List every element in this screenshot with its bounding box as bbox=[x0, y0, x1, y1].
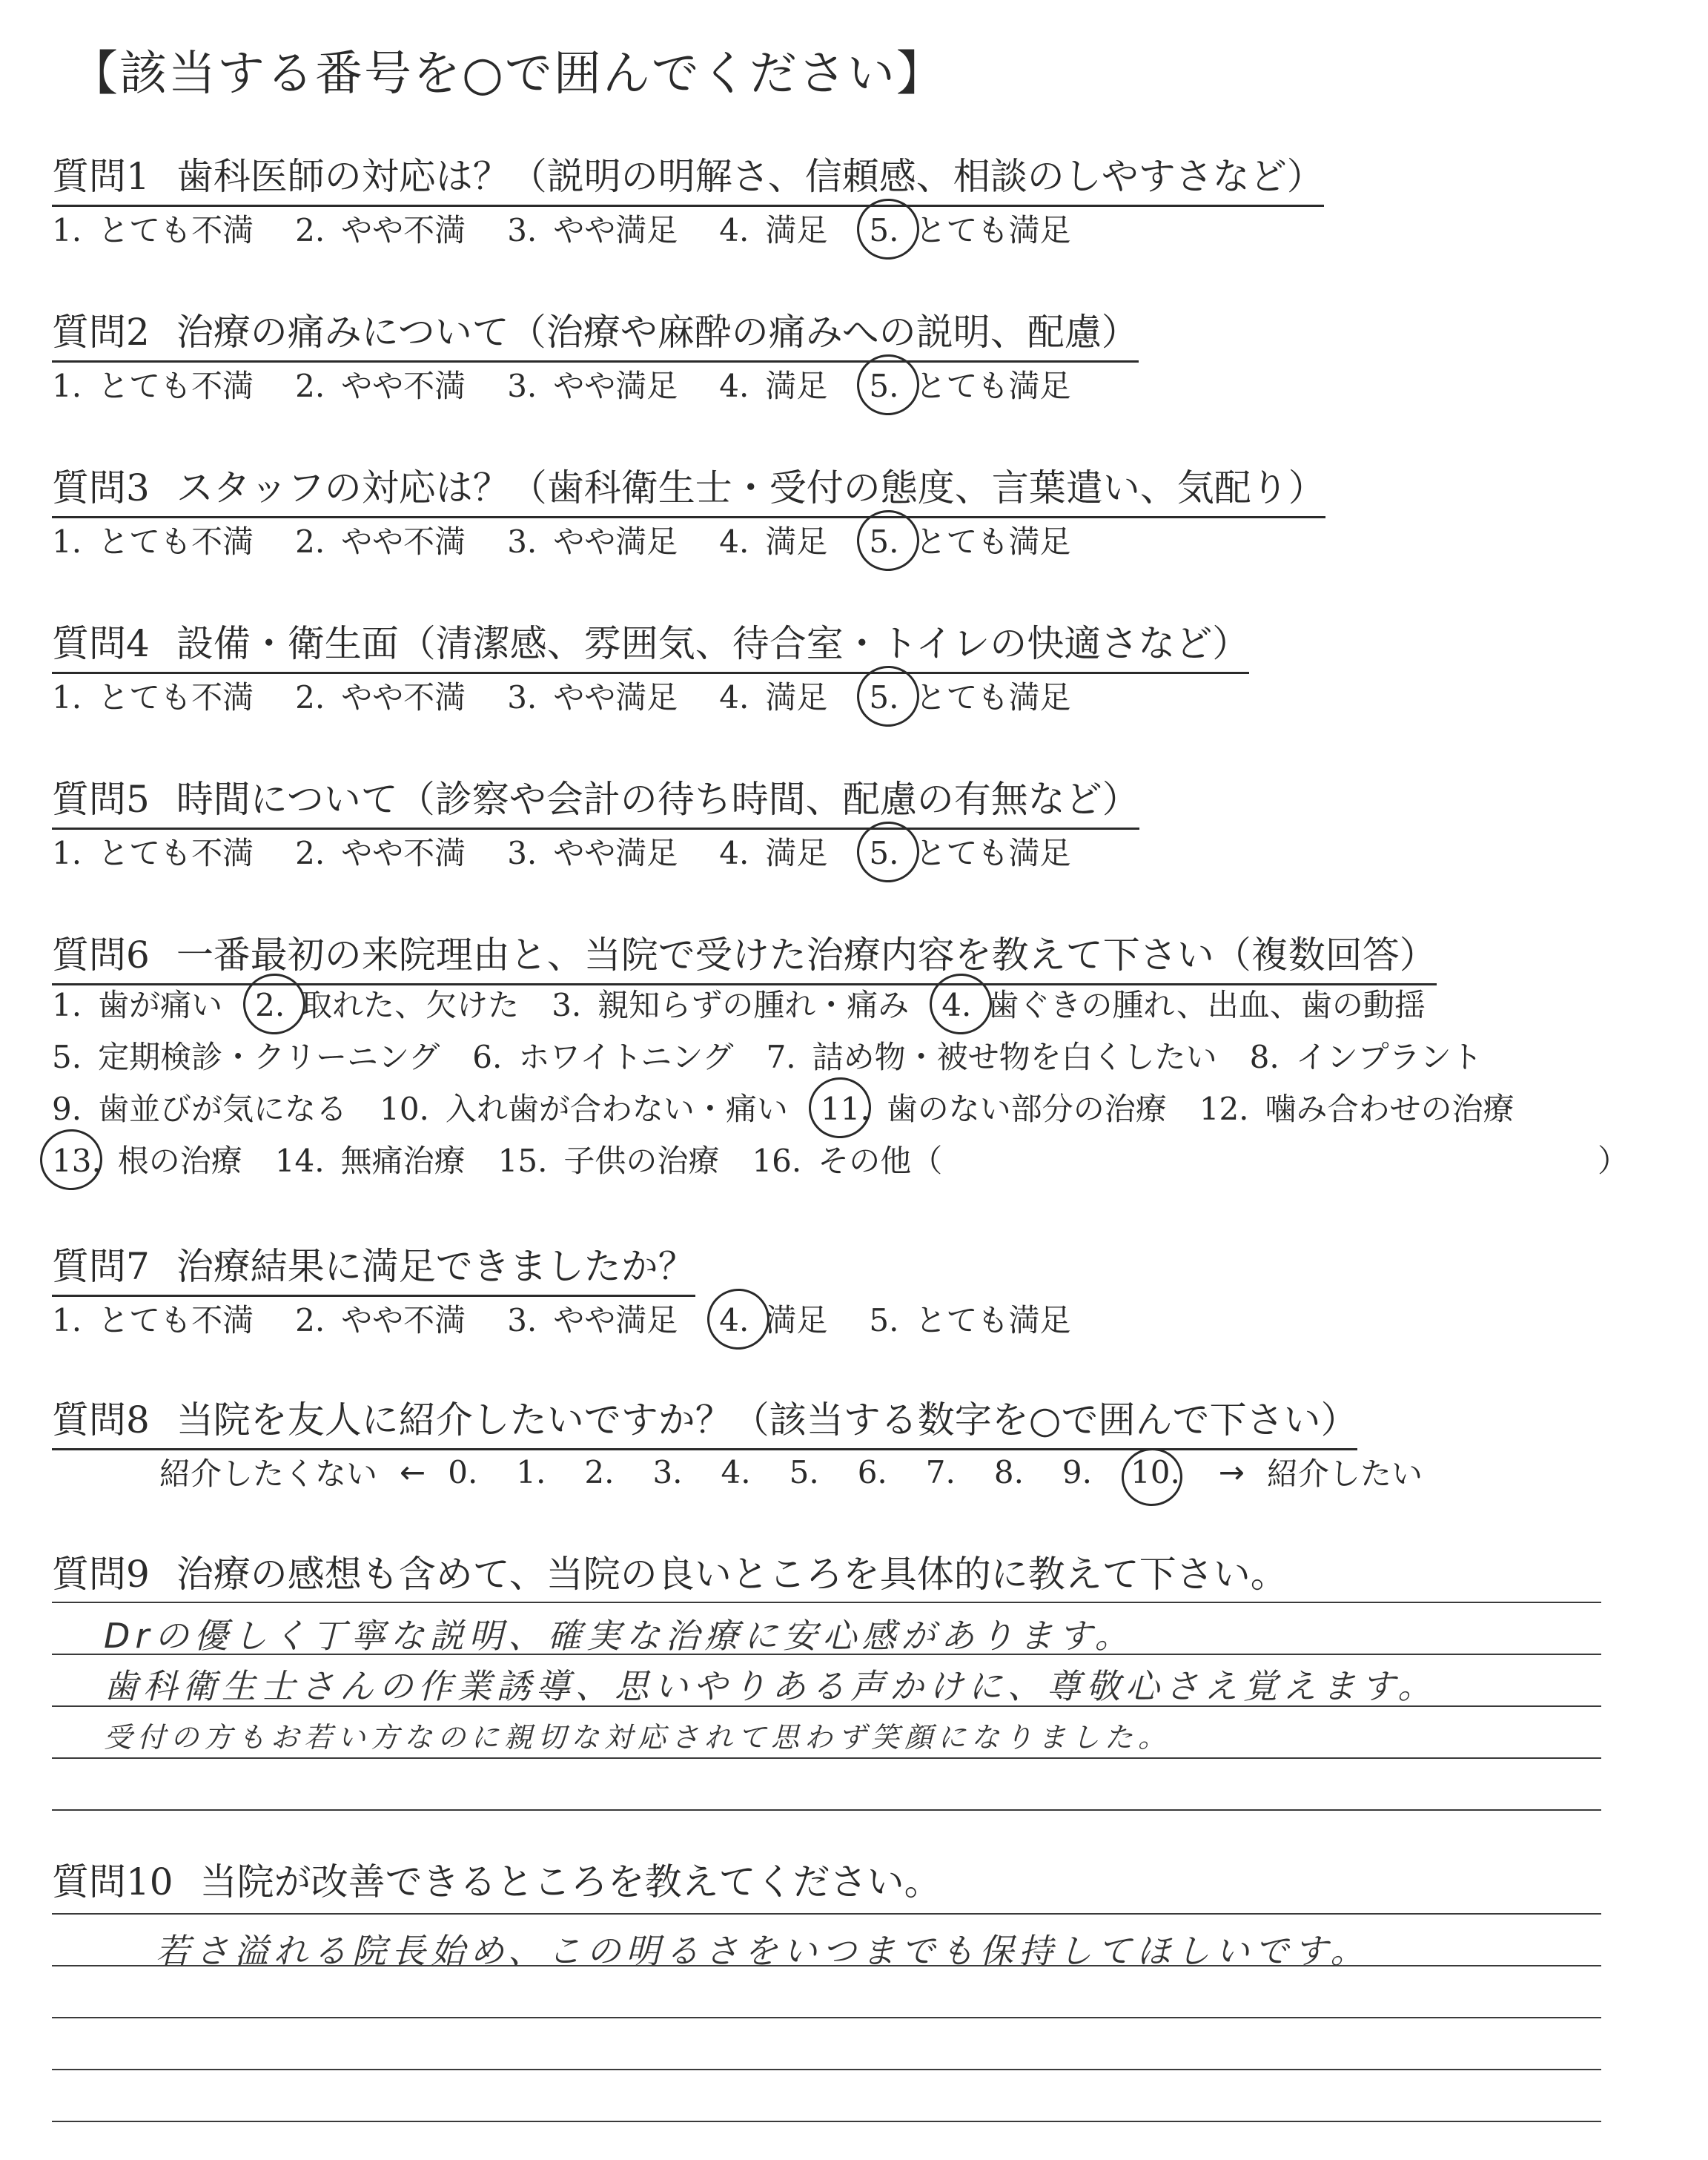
option-1[interactable] bbox=[52, 673, 254, 718]
option-2[interactable] bbox=[295, 1296, 466, 1341]
option-label: やや満足 bbox=[553, 368, 678, 404]
option-number: 2. bbox=[295, 368, 325, 404]
option-5[interactable] bbox=[869, 518, 1070, 562]
option-1[interactable] bbox=[52, 829, 254, 873]
question-text: 治療の感想も含めて、当院の良いところを具体的に教えて下さい。 bbox=[176, 1553, 1288, 1596]
option-number: 5. bbox=[869, 679, 899, 716]
question-label: 質問1 bbox=[52, 155, 150, 198]
option-number: 1. bbox=[52, 987, 82, 1023]
option-number: 3. bbox=[507, 524, 537, 560]
option-number: 6. bbox=[472, 1039, 503, 1075]
question-title bbox=[52, 303, 1139, 363]
question-text: 時間について（診察や会計の待ち時間、配慮の有無など） bbox=[176, 778, 1139, 821]
option-label: とても満足 bbox=[915, 368, 1071, 404]
option-label: 根の治療 bbox=[117, 1143, 242, 1179]
scale-option[interactable]: 0. bbox=[448, 1453, 478, 1490]
option-number: 13. bbox=[52, 1143, 102, 1179]
option-number: 5. bbox=[869, 524, 899, 560]
scale-option[interactable]: 5. bbox=[789, 1453, 819, 1490]
option-number: 4. bbox=[719, 1302, 749, 1338]
option-label: 満足 bbox=[765, 679, 828, 716]
answer-options bbox=[52, 518, 1112, 562]
question-text: 治療の痛みについて（治療や麻酔の痛みへの説明、配慮） bbox=[176, 311, 1139, 354]
recommend-scale bbox=[159, 1450, 1445, 1494]
option-label: とても不満 bbox=[98, 524, 254, 560]
question-title bbox=[52, 1237, 695, 1297]
option-4[interactable] bbox=[719, 206, 827, 251]
option-label: とても不満 bbox=[98, 368, 254, 404]
treatment-option[interactable] bbox=[552, 981, 909, 1025]
question-label: 質問6 bbox=[52, 934, 150, 977]
treatment-option[interactable] bbox=[275, 1137, 466, 1181]
question-label: 質問9 bbox=[52, 1553, 150, 1596]
option-label: 親知らずの腫れ・痛み bbox=[598, 987, 910, 1023]
option-number: 3. bbox=[507, 679, 537, 716]
option-label: 定期検診・クリーニング bbox=[98, 1039, 440, 1075]
question-text: 歯科医師の対応は？（説明の明解さ、信頼感、相談のしやすさなど） bbox=[176, 155, 1324, 198]
option-number: 2. bbox=[295, 679, 325, 716]
option-label: ホワイトニング bbox=[518, 1039, 734, 1075]
option-4[interactable] bbox=[719, 1296, 827, 1341]
option-label: 入れ歯が合わない・痛い bbox=[445, 1091, 788, 1127]
option-row bbox=[52, 1033, 1515, 1077]
option-4[interactable] bbox=[719, 829, 827, 873]
option-label: やや満足 bbox=[553, 1302, 678, 1338]
option-number: 4. bbox=[719, 212, 749, 248]
treatment-option[interactable] bbox=[767, 1033, 1217, 1077]
option-label: やや満足 bbox=[553, 679, 678, 716]
option-1[interactable] bbox=[52, 206, 254, 251]
question-text: 当院が改善できるところを教えてください。 bbox=[199, 1860, 941, 1903]
option-number: 5. bbox=[52, 1039, 82, 1075]
option-label: とても不満 bbox=[98, 1302, 254, 1338]
option-label: インプラント bbox=[1295, 1039, 1483, 1075]
option-label: 子供の治療 bbox=[563, 1143, 720, 1179]
option-2[interactable] bbox=[295, 206, 466, 251]
option-label: とても満足 bbox=[915, 524, 1071, 560]
treatment-option[interactable] bbox=[52, 1033, 440, 1077]
option-label: とても満足 bbox=[915, 835, 1071, 871]
option-number: 2. bbox=[255, 987, 285, 1023]
option-number: 4. bbox=[941, 987, 972, 1023]
answer-line bbox=[52, 2069, 1601, 2070]
option-3[interactable] bbox=[507, 829, 678, 873]
option-label: 歯が痛い bbox=[98, 987, 223, 1023]
treatment-option[interactable] bbox=[1199, 1085, 1515, 1129]
option-number: 2. bbox=[295, 1302, 325, 1338]
option-number: 12. bbox=[1199, 1091, 1249, 1127]
treatment-option[interactable] bbox=[1250, 1033, 1483, 1077]
answer-options bbox=[52, 829, 1112, 873]
answer-line bbox=[52, 2017, 1601, 2018]
option-label: 満足 bbox=[765, 1302, 828, 1338]
treatment-option[interactable] bbox=[255, 981, 519, 1025]
treatment-option[interactable] bbox=[752, 1137, 942, 1181]
option-5[interactable] bbox=[869, 673, 1070, 718]
treatment-option[interactable] bbox=[498, 1137, 720, 1181]
option-label: やや不満 bbox=[341, 1302, 466, 1338]
option-label: とても不満 bbox=[98, 212, 254, 248]
option-number: 5. bbox=[869, 1302, 899, 1338]
option-number: 5. bbox=[869, 835, 899, 871]
scale-option[interactable]: 1. bbox=[516, 1453, 546, 1490]
scale-option[interactable]: 4. bbox=[721, 1453, 751, 1490]
answer-line bbox=[52, 1757, 1601, 1759]
option-label: 満足 bbox=[765, 524, 828, 560]
option-1[interactable] bbox=[52, 362, 254, 406]
answer-line bbox=[52, 2121, 1601, 2122]
treatment-option[interactable] bbox=[380, 1085, 788, 1129]
question-label: 質問2 bbox=[52, 311, 150, 354]
right-arrow-icon: → bbox=[1218, 1453, 1245, 1490]
option-2[interactable] bbox=[295, 673, 466, 718]
option-label: 詰め物・被せ物を白くしたい bbox=[812, 1039, 1217, 1075]
option-4[interactable] bbox=[719, 673, 827, 718]
scale-left-label: 紹介したくない bbox=[159, 1456, 378, 1492]
option-number: 11. bbox=[820, 1091, 870, 1127]
option-label: 歯ぐきの腫れ、出血、歯の動揺 bbox=[987, 987, 1426, 1023]
question-title bbox=[52, 614, 1249, 674]
option-label: やや不満 bbox=[341, 368, 466, 404]
question-label: 質問3 bbox=[52, 466, 150, 509]
answer-line bbox=[52, 1913, 1601, 1915]
option-label: やや満足 bbox=[553, 212, 678, 248]
option-label: 満足 bbox=[765, 835, 828, 871]
question-label: 質問10 bbox=[52, 1860, 173, 1903]
option-number: 3. bbox=[507, 1302, 537, 1338]
option-4[interactable] bbox=[719, 518, 827, 562]
option-label: 歯のない部分の治療 bbox=[886, 1091, 1167, 1127]
question-title bbox=[52, 770, 1139, 830]
scale-numbers bbox=[448, 1454, 1219, 1490]
option-number: 3. bbox=[507, 212, 537, 248]
question-text: 当院を友人に紹介したいですか？（該当する数字を○で囲んで下さい） bbox=[176, 1398, 1358, 1441]
option-row bbox=[52, 1137, 975, 1181]
option-number: 4. bbox=[719, 679, 749, 716]
treatment-option[interactable] bbox=[821, 1085, 1167, 1129]
question-text: 治療結果に満足できましたか？ bbox=[176, 1245, 695, 1288]
question-title bbox=[52, 1390, 1357, 1450]
handwritten-answer: 歯科衛生士さんの作業誘導、思いやりある声かけに、尊敬心さえ覚えます。 bbox=[104, 1666, 1437, 1706]
option-label: とても満足 bbox=[915, 212, 1071, 248]
option-number: 4. bbox=[719, 368, 749, 404]
option-2[interactable] bbox=[295, 518, 466, 562]
question-title bbox=[52, 458, 1325, 518]
option-3[interactable] bbox=[507, 673, 678, 718]
handwritten-answer: 若さ溢れる院長始め、この明るさをいつまでも保持してほしいです。 bbox=[156, 1931, 1370, 1971]
option-5[interactable] bbox=[869, 829, 1070, 873]
option-number: 1. bbox=[52, 835, 82, 871]
option-label: やや不満 bbox=[341, 835, 466, 871]
option-number: 3. bbox=[507, 368, 537, 404]
other-close-paren: ） bbox=[1598, 1143, 1629, 1179]
treatment-option[interactable] bbox=[52, 981, 222, 1025]
option-4[interactable] bbox=[719, 362, 827, 406]
option-5[interactable] bbox=[869, 206, 1070, 251]
option-label: やや満足 bbox=[553, 524, 678, 560]
option-number: 2. bbox=[295, 524, 325, 560]
option-label: その他（ bbox=[818, 1143, 943, 1179]
option-number: 4. bbox=[719, 524, 749, 560]
treatment-option[interactable] bbox=[941, 981, 1426, 1025]
option-label: やや不満 bbox=[341, 679, 466, 716]
scale-option[interactable]: 9. bbox=[1062, 1453, 1092, 1490]
option-label: やや不満 bbox=[341, 212, 466, 248]
question-text: 一番最初の来院理由と、当院で受けた治療内容を教えて下さい（複数回答） bbox=[176, 934, 1437, 977]
option-number: 1. bbox=[52, 524, 82, 560]
option-number: 9. bbox=[52, 1091, 82, 1127]
question-text: 設備・衛生面（清潔感、雰囲気、待合室・トイレの快適さなど） bbox=[176, 622, 1250, 665]
option-number: 3. bbox=[507, 835, 537, 871]
option-3[interactable] bbox=[507, 362, 678, 406]
option-1[interactable] bbox=[52, 1296, 254, 1341]
option-label: とても満足 bbox=[915, 679, 1071, 716]
option-label: 満足 bbox=[765, 212, 828, 248]
scale-option[interactable]: 10. bbox=[1131, 1453, 1180, 1490]
question-title bbox=[52, 1852, 941, 1910]
option-label: 歯並びが気になる bbox=[98, 1091, 348, 1127]
answer-options bbox=[52, 1296, 1112, 1341]
scale-option[interactable]: 8. bbox=[993, 1453, 1024, 1490]
option-number: 4. bbox=[719, 835, 749, 871]
scale-option[interactable]: 6. bbox=[857, 1453, 887, 1490]
option-number: 8. bbox=[1249, 1039, 1280, 1075]
option-number: 15. bbox=[497, 1143, 548, 1179]
option-label: 噛み合わせの治療 bbox=[1265, 1091, 1515, 1127]
scale-option[interactable]: 3. bbox=[652, 1453, 683, 1490]
option-3[interactable] bbox=[507, 206, 678, 251]
question-title bbox=[52, 1545, 1288, 1602]
scale-option[interactable]: 2. bbox=[584, 1453, 615, 1490]
answer-line bbox=[52, 1602, 1601, 1603]
option-2[interactable] bbox=[295, 829, 466, 873]
option-number: 2. bbox=[295, 212, 325, 248]
option-label: とても不満 bbox=[98, 679, 254, 716]
left-arrow-icon: ← bbox=[400, 1453, 426, 1490]
question-title bbox=[52, 147, 1324, 207]
question-label: 質問7 bbox=[52, 1245, 150, 1288]
option-number: 1. bbox=[52, 212, 82, 248]
question-text: スタッフの対応は？（歯科衛生士・受付の態度、言葉遣い、気配り） bbox=[176, 466, 1325, 509]
option-number: 5. bbox=[869, 368, 899, 404]
answer-options bbox=[52, 362, 1112, 406]
scale-right-label: 紹介したい bbox=[1267, 1456, 1423, 1492]
option-1[interactable] bbox=[52, 518, 254, 562]
option-label: とても満足 bbox=[915, 1302, 1071, 1338]
option-label: とても不満 bbox=[98, 835, 254, 871]
option-2[interactable] bbox=[295, 362, 466, 406]
treatment-option[interactable] bbox=[52, 1085, 347, 1129]
option-5[interactable] bbox=[869, 362, 1070, 406]
option-number: 14. bbox=[274, 1143, 325, 1179]
option-number: 16. bbox=[752, 1143, 802, 1179]
question-label: 質問4 bbox=[52, 622, 150, 665]
answer-options bbox=[52, 206, 1112, 251]
option-number: 1. bbox=[52, 679, 82, 716]
option-number: 7. bbox=[766, 1039, 796, 1075]
handwritten-answer: Drの優しく丁寧な説明、確実な治療に安心感があります。 bbox=[104, 1616, 1134, 1656]
option-number: 2. bbox=[295, 835, 325, 871]
option-number: 3. bbox=[552, 987, 582, 1023]
option-number: 1. bbox=[52, 1302, 82, 1338]
option-number: 1. bbox=[52, 368, 82, 404]
option-label: 満足 bbox=[765, 368, 828, 404]
option-number: 5. bbox=[869, 212, 899, 248]
treatment-option[interactable] bbox=[472, 1033, 733, 1077]
treatment-option[interactable] bbox=[52, 1137, 242, 1181]
question-label: 質問8 bbox=[52, 1398, 150, 1441]
option-5[interactable] bbox=[869, 1296, 1070, 1341]
option-label: やや満足 bbox=[553, 835, 678, 871]
option-number: 10. bbox=[380, 1091, 429, 1127]
question-label: 質問5 bbox=[52, 778, 150, 821]
option-3[interactable] bbox=[507, 1296, 678, 1341]
answer-line bbox=[52, 1809, 1601, 1811]
page-title: 【該当する番号を○で囲んでください】 bbox=[70, 47, 945, 102]
scale-option[interactable]: 7. bbox=[925, 1453, 956, 1490]
option-3[interactable] bbox=[507, 518, 678, 562]
answer-options bbox=[52, 673, 1112, 718]
option-label: やや不満 bbox=[341, 524, 466, 560]
option-row bbox=[52, 981, 1458, 1025]
option-row bbox=[52, 1085, 1547, 1129]
option-label: 取れた、欠けた bbox=[301, 987, 520, 1023]
handwritten-answer: 受付の方もお若い方なのに親切な対応されて思わず笑顔になりました。 bbox=[104, 1721, 1172, 1754]
option-label: 無痛治療 bbox=[340, 1143, 466, 1179]
